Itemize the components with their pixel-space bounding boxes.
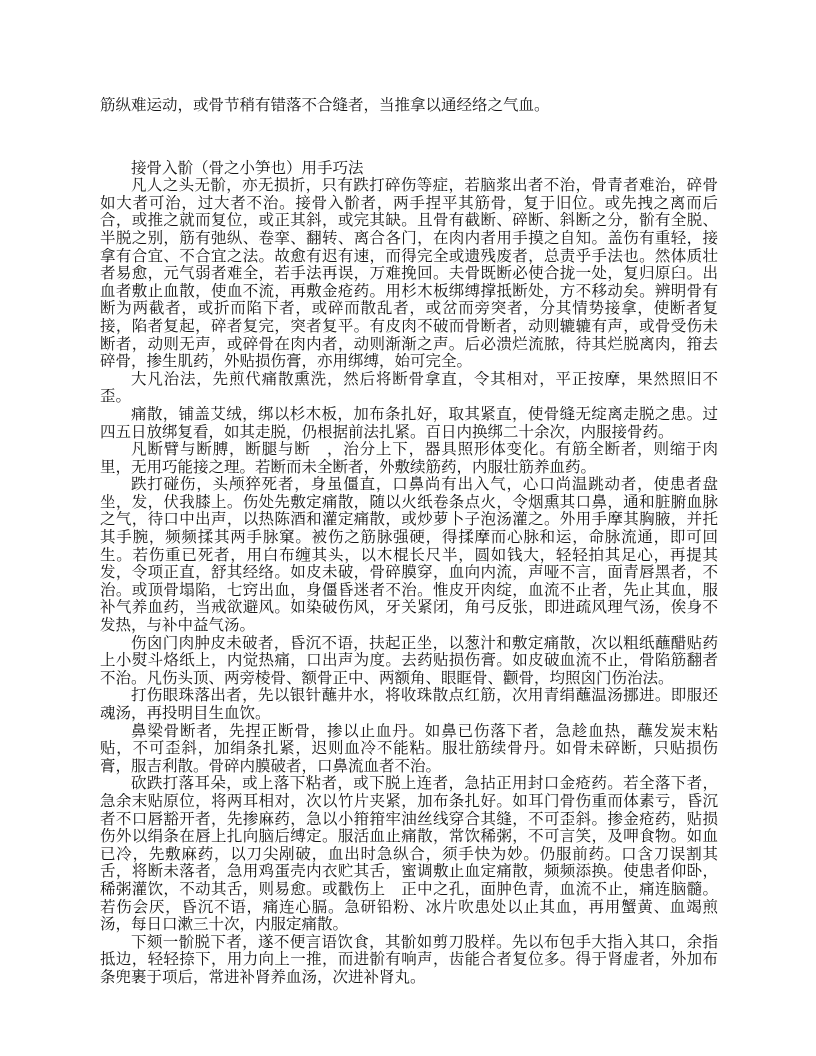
leading-paragraph-continuation: 筋纵难运动，或骨节稍有错落不合缝者，当推拿以通经络之气血。 xyxy=(100,96,550,114)
paragraph: 鼻梁骨断者，先捏正断骨，掺以止血丹。如鼻已伤落下者，急趁血热，蘸发炭末粘贴，不可歪斜，加绢条扎紧，迟则血冷不能粘。服壮筋续骨丹。如骨未碎断，只贴损伤膏，服吉利散。骨碎内膜破者，口鼻流血者不治。 xyxy=(100,721,718,775)
paragraph: 大凡治法，先煎代痛散熏洗，然后将断骨拿直，令其相对，平正按摩，果然照旧不歪。 xyxy=(100,369,718,406)
paragraph: 伤囟门肉肿皮未破者，昏沉不语，扶起正坐，以葱汁和敷定痛散，次以粗纸蘸醋贴药上小熨斗烙纸上，内觉热痛，口出声为度。去药贴损伤膏。如皮破血流不止，骨陷筋翻者不治。凡伤头顶、两旁棱骨、额骨正中、两额角、眼眶骨、颧骨，均照囟门伤治法。 xyxy=(100,633,718,687)
paragraph: 凡断臂与断膊，断腿与断 ，治分上下，器具照形体变化。有筋全断者，则缩于肉里，无用巧能接之理。若断而未全断者，外敷续筋药，内服壮筋养血药。 xyxy=(100,440,718,476)
paragraph: 砍跌打落耳朵，或上落下粘者，或下脱上连者，急拈正用封口金疮药。若全落下者，急余末贴原位，将两耳相对，次以竹片夹紧，加布条扎好。如耳门骨伤重而体素亏，昏沉者不口唇豁开者，先掺麻药，急以小箝箝牢油丝线穿合其缝，不可歪斜。掺金疮药，贴损伤外以绢条在唇上扎向脑后缚定。服活血止痛散，常饮稀粥，不可言笑，及呷食物。如血已冷，先敷麻药，以刀尖剐破，血出时急纵合，须手快为妙。仍服前药。口含刀误割其舌，将断未落者，急用鸡蛋壳内衣贮其舌，蜜调敷止血定痛散，频频添换。使患者仰卧，稀粥灌饮，不动其舌，则易愈。或戳伤上 正中之孔，面肿色青，血流不止，痛连脑髓。若伤会厌，昏沉不语，痛连心膈。急研铅粉、冰片吹患处以止其血，再用蟹黄、血竭煎汤，每日口漱三十次，内服定痛散。 xyxy=(100,774,718,934)
paragraph: 凡人之头无骱，亦无损折，只有跌打碎伤等症，若脑浆出者不治，骨青者难治，碎骨如大者可治，过大者不治。接骨入骱者，两手捏平其筋骨，复于旧位。或先拽之离而后合，或推之就而复位，或正其斜，或完其缺。且骨有截断、碎断、斜断之分，骱有全脱、半脱之别，筋有弛纵、卷挛、翻转、离合各门，在肉内者用手摸之自知。盖伤有重轻，接拿有合宜、不合宜之法。故愈有迟有速，而得完全或遗残废者，总责乎手法也。然体质壮者易愈，元气弱者难全，若手法再误，万难挽回。夫骨既断必使合拢一处，复归原臼。出血者敷止血散，使血不流，再敷金疮药。用杉木板绑缚撑抵断处，方不移动矣。辨明骨有断为两截者，或折而陷下者，或碎而散乱者，或岔而旁突者，分其情势接拿，使断者复接，陷者复起，碎者复完，突者复平。有皮肉不破而骨断者，动则辘辘有声，或骨受伤未断者，动则无声，或碎骨在肉内者，动则渐渐之声。后必溃烂流脓，待其烂脱离肉，箝去碎骨，掺生肌药，外贴损伤膏，亦用绑缚，始可完全。 xyxy=(100,176,718,371)
document-page xyxy=(100,97,718,987)
section-title: 接骨入骱（骨之小笋也）用手巧法 xyxy=(131,158,364,177)
paragraph: 下颏一骱脱下者，遂不便言语饮食，其骱如剪刀股样。先以布包手大指入其口，余指抵边，轻轻捺下，用力向上一推，而进骱有响声，齿能合者复位多。得于肾虚者，外加布条兜裹于项后，常进补肾养血汤，次进补肾丸。 xyxy=(100,932,718,986)
paragraph: 打伤眼珠落出者，先以银针蘸井水，将收珠散点红筋，次用青绢蘸温汤挪进。即服还魂汤，再投明目生血饮。 xyxy=(100,686,718,722)
paragraph: 痛散，铺盖艾绒，绑以杉木板，加布条扎好，取其紧直，使骨缝无绽离走脱之患。过四五日放绑复看，如其走脱，仍根据前法扎紧。百日内换绑二十余次，内服接骨药。 xyxy=(100,404,718,441)
paragraph: 跌打碰伤，头颅猝死者，身虽僵直，口鼻尚有出入气，心口尚温跳动者，使患者盘坐，发，伏我膝上。伤处先敷定痛散，随以火纸卷条点火，令烟熏其口鼻，通和脏腑血脉之气，待口中出声，以热陈酒和灌定痛散，或炒萝卜子泡汤灌之。外用手摩其胸腋，并托其手腕，频频揉其两手脉窠。被伤之筋脉强硬，得揉摩而心脉和运，命脉流通，即可回生。若伤重已死者，用白布缠其头，以木棍长尺半，圆如钱大，轻轻拍其足心，再提其发，令项正直，舒其经络。如皮未破，骨碎膜穿，血向内流，声哑不言，面青唇黑者，不治。或顶骨塌陷，七窍出血，身僵昏迷者不治。惟皮开肉绽，血流不止者，先止其血，服补气养血药，当戒欲避风。如染破伤风，牙关紧闭，角弓反张，即进疏风理气汤，俟身不发热，与补中益气汤。 xyxy=(100,475,718,635)
